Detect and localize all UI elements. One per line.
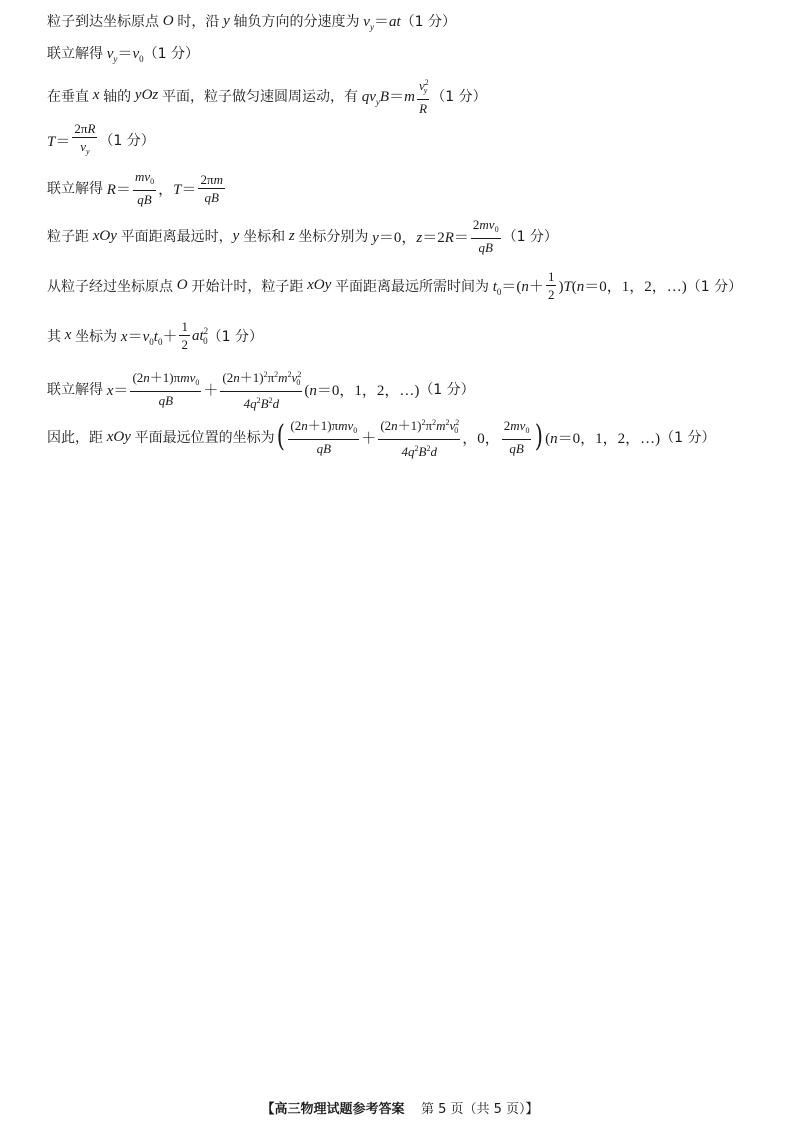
l6-text-e: （1 分） [502,229,558,245]
l9-text-b: （1 分） [419,382,475,398]
footer-page: 第 5 页（共 5 页）】 [420,1102,539,1117]
l7-text-a: 从粒子经过坐标原点 [47,278,173,295]
page-footer [0,1098,800,1117]
l3-frac: $\frac{v^2_y}{R}$ [417,74,429,117]
l3-text-b: 轴的 [103,88,132,105]
line-4: T＝ $\frac{2\pi R}{v_y}$ （1 分） [47,120,155,160]
l3-text-a: 在垂直 [47,88,89,105]
footer-title: 【高三物理试题参考答案 [261,1102,405,1117]
line-6: 粒子距 xOy 平面距离最远时， y 坐标和 z 坐标分别为 y＝0，z＝2R＝ $\frac{2mv_0}{qB}$ （1 分） [47,217,558,255]
l6-text-b: 平面距离最远时， [120,229,233,245]
l1-text-a: 粒子到达坐标原点 [47,14,159,30]
l8-text-c: （1 分） [207,328,263,345]
l6-text-a: 粒子距 [47,229,89,245]
line-1: 粒子到达坐标原点 O 时，沿 y 轴负方向的分速度为 $v_y=at$ （1 分） [47,12,456,32]
line-7: 从粒子经过坐标原点 O 开始计时，粒子距 xOy 平面距离最远所需时间为 $t_0=(n+$ $\frac{1}{2}$ )T(n＝0，1，2，…) （1 分） [47,269,743,302]
l6-text-c: 坐标和 [243,229,286,245]
l8-text-a: 其 [47,328,61,345]
l7-text-c: 平面距离最远所需时间为 [335,278,489,295]
l7-text-d: （1 分） [686,278,743,295]
l9-frac-2: $\frac{(2n+1)^2\pi^2m^2v^2_0}{4q^2B^2d}$ [220,366,302,412]
l5-text-a: 联立解得 [47,181,103,197]
l9-frac-1: $\frac{(2n+1)\pi mv_0}{qB}$ [132,370,200,408]
l5-frac-r: $\frac{mv_0}{qB}$ [134,169,155,207]
line-10: 因此，距 xOy 平面最远位置的坐标为 ( $\frac{(2n+1)\pi mv_0}{qB}$ ＋ $\frac{(2n+1)^2\pi^2m^2v^2_0}{4q^2B^2d}$ ，0， $\frac{2mv_0}{qB}$ ) (n＝0，1，2，…) （1 分） [47,414,716,460]
l4-text-a: （1 分） [99,133,155,149]
l7-frac: $\frac{1}{2}$ [547,269,555,302]
l1-text-d: （1 分） [400,14,456,30]
l9-text-a: 联立解得 [47,382,103,398]
l10-frac-2: $\frac{(2n+1)^2\pi^2m^2v^2_0}{4q^2B^2d}$ [378,414,460,460]
line-2: 联立解得 $v_y=v_0$ （1 分） [47,42,199,64]
l10-text-a: 因此，距 [47,430,103,446]
l1-text-b: 时，沿 [177,14,220,30]
l2-text-b: （1 分） [143,46,199,62]
l7-text-b: 开始计时，粒子距 [191,278,304,295]
l2-text-a: 联立解得 [47,46,103,62]
l10-frac-1: $\frac{(2n+1)\pi mv_0}{qB}$ [290,418,358,456]
l8-frac: $\frac{1}{2}$ [181,319,188,352]
l3-text-c: 平面，粒子做匀速圆周运动，有 [162,88,358,105]
l6-text-d: 坐标分别为 [298,229,369,245]
line-8: 其 x 坐标为 $x=v_0t_0+$ $\frac{1}{2}$ $at^2_0$ （1 分） [47,319,263,352]
l10-text-b: 平面最远位置的坐标为 [134,430,275,446]
l3-text-d: （1 分） [431,88,487,105]
l10-frac-3: $\frac{2mv_0}{qB}$ [503,418,530,456]
l5-frac-t: $\frac{2\pi m}{qB}$ [200,171,223,205]
line-5: 联立解得 R＝ $\frac{mv_0}{qB}$ ， T＝ $\frac{2\pi m}{qB}$ [47,169,223,207]
l4-frac: $\frac{2\pi R}{v_y}$ [74,121,96,156]
line-3: 在垂直 x 轴的 yOz 平面，粒子做匀速圆周运动，有 $qv_yB=m$ $\frac{v^2_y}{R}$ （1 分） [47,74,487,117]
l6-frac: $\frac{2mv_0}{qB}$ [472,217,499,255]
l1-text-c: 轴负方向的分速度为 [233,14,360,30]
line-9: 联立解得 x＝ $\frac{(2n+1)\pi mv_0}{qB}$ ＋ $\frac{(2n+1)^2\pi^2m^2v^2_0}{4q^2B^2d}$ (n＝0，1，2，…) （1 分） [47,366,475,412]
l10-text-c: （1 分） [660,430,716,446]
l8-text-b: 坐标为 [75,328,118,345]
